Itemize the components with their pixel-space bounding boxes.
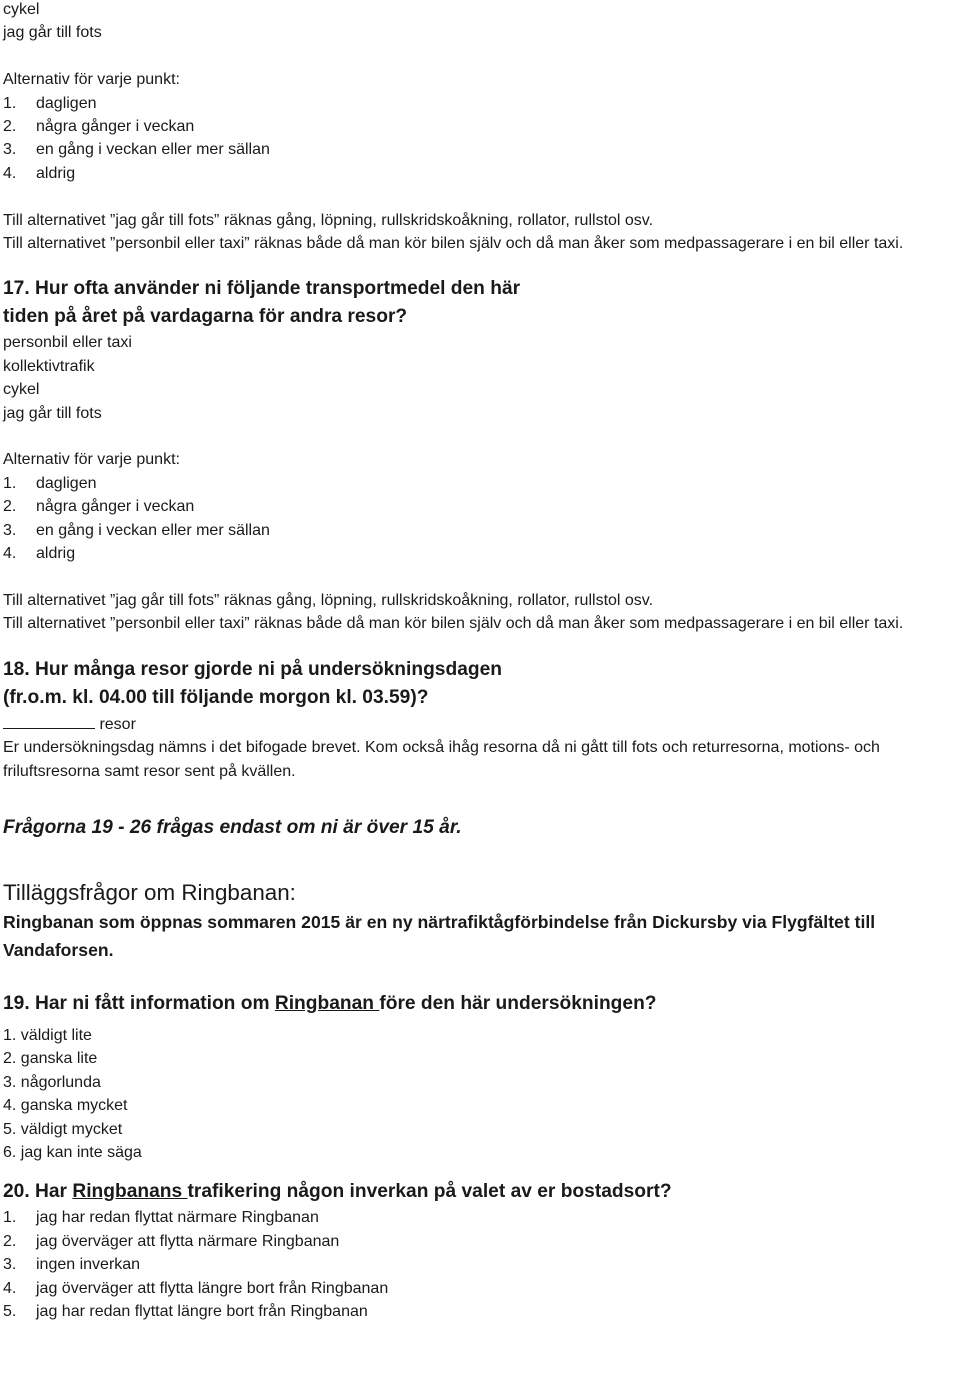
list-item: 4. ganska mycket	[3, 1097, 128, 1115]
list-item: 3. en gång i veckan eller mer sällan	[3, 521, 270, 539]
note: Till alternativet ”jag går till fots” räknas gång, löpning, rullskridskoåkning, rollator, rullstol osv.	[3, 211, 654, 229]
question-17-title: 17. Hur ofta använder ni följande transportmedel den här tiden på året på vardagarna för andra resor?	[3, 278, 521, 328]
list-item: 1. jag har redan flyttat närmare Ringbanan	[3, 1209, 319, 1227]
transport-option: jag går till fots	[3, 404, 102, 422]
question-19-title: 19. Har ni fått information om Ringbanan före den här undersökningen?	[3, 992, 657, 1014]
list-item: 2. ganska lite	[3, 1050, 98, 1068]
answer-line	[3, 712, 958, 736]
list-item: 3. någorlunda	[3, 1073, 101, 1091]
transport-option: personbil eller taxi	[3, 334, 132, 352]
question-18-title: 18. Hur många resor gjorde ni på undersökningsdagen (fr.o.m. kl. 04.00 till följande morgon kl. 03.59)?	[3, 658, 502, 708]
section-heading: Tilläggsfrågor om Ringbanan:	[3, 879, 296, 905]
list-item: 2. jag överväger att flytta närmare Ringbanan	[3, 1232, 340, 1250]
note: Er undersökningsdag nämns i det bifogade brevet. Kom också ihåg resorna då ni gått till fots och returresorna, motions- och friluftsresorna samt resor sent på kvällen.	[3, 739, 880, 780]
transport-option: cykel	[3, 381, 40, 399]
note: Till alternativet ”personbil eller taxi” räknas både då man kör bilen själv och då man åker som medpassagerare i en bil eller taxi.	[3, 615, 904, 633]
survey-page	[3, 0, 958, 1323]
transport-option: jag går till fots	[3, 24, 102, 42]
alt-heading: Alternativ för varje punkt:	[3, 451, 180, 469]
list-item: 5. väldigt mycket	[3, 1120, 123, 1138]
answer-unit: resor	[99, 715, 136, 733]
list-item: 6. jag kan inte säga	[3, 1143, 142, 1161]
transport-option: cykel	[3, 1, 40, 18]
note: Till alternativet ”personbil eller taxi” räknas både då man kör bilen själv och då man åker som medpassagerare i en bil eller taxi.	[3, 235, 904, 253]
section-intro: Ringbanan som öppnas sommaren 2015 är en ny närtrafiktågförbindelse från Dickursby via Flygfältet till Vandaforsen.	[3, 911, 876, 960]
list-item: 1. dagligen	[3, 94, 97, 112]
transport-option: kollektivtrafik	[3, 357, 95, 375]
alt-heading: Alternativ för varje punkt:	[3, 71, 180, 89]
list-item: 1. väldigt lite	[3, 1026, 92, 1044]
list-item: 1. dagligen	[3, 474, 97, 492]
list-item: 4. jag överväger att flytta längre bort från Ringbanan	[3, 1279, 389, 1297]
list-item: 3. ingen inverkan	[3, 1256, 141, 1274]
age-notice: Frågorna 19 - 26 frågas endast om ni är över 15 år.	[3, 816, 462, 838]
list-item: 5. jag har redan flyttat längre bort från Ringbanan	[3, 1302, 368, 1320]
answer-blank[interactable]	[3, 712, 95, 729]
question-20-title: 20. Har Ringbanans trafikering någon inverkan på valet av er bostadsort?	[3, 1181, 672, 1203]
list-item: 2. några gånger i veckan	[3, 498, 195, 516]
list-item: 4. aldrig	[3, 164, 76, 182]
list-item: 3. en gång i veckan eller mer sällan	[3, 141, 270, 159]
note: Till alternativet ”jag går till fots” räknas gång, löpning, rullskridskoåkning, rollator, rullstol osv.	[3, 591, 654, 609]
list-item: 2. några gånger i veckan	[3, 118, 195, 136]
list-item: 4. aldrig	[3, 545, 76, 563]
